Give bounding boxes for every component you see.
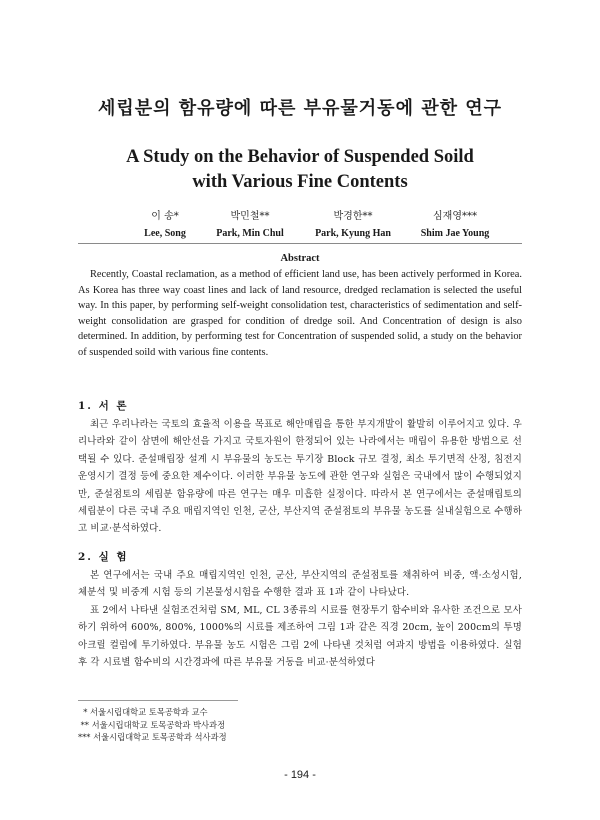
- author-ko-name: 이 송*: [151, 211, 179, 222]
- header-divider: [78, 243, 522, 244]
- author-ko-name: 박민철**: [230, 211, 270, 222]
- footnote-2: ** 서울시립대학교 토목공학과 박사과정: [78, 719, 226, 730]
- korean-title: 세립분의 함유량에 따른 부유물거동에 관한 연구: [97, 98, 503, 119]
- footnotes: [78, 706, 378, 744]
- page-number: - 194 -: [284, 769, 316, 781]
- abstract-text: Recently, Coastal reclamation, as a method of efficient land use, has been actively performed in Korea. As Korea has three way coast lines and lack of land resource, dredged reclamation is selected the useful way. In this paper, by performing self-weight consolidation test, characteristics of sedimentation and self-weight consolidation are grasped for condition of dredge soil. And Concentration of design is also determined. In addition, by performing test for Concentration of suspended solid, a study on the behavior of suspended soild with various fine contents.: [78, 269, 522, 358]
- introduction-text: 최근 우리나라는 국토의 효율적 이용을 목표로 해안매립을 통한 부지개발이 활발히 이루어지고 있다. 우리나라와 같이 삼면에 해안선을 가지고 국토자원이 한정되어 있는 나라에서는 매립이 유용한 방법으로 선택될 수 있다. 준설매립장 설계 시 부유물의 농도는 투기장 Block 규모 결정, 최소 투기면적 산정, 침전지 운영시기 결정 등에 중요한 제수이다. 이러한 부유물 농도에 관한 연구와 실험은 국내에서 많이 수행되었지만, 준설점토의 세립분 함유량에 따른 연구는 매우 미흡한 실정이다. 따라서 본 연구에서는 준설매립토의 세립분이 다른 국내 주요 매립지역인 인천, 군산, 부산지역 준설점토의 부유물 농도를 실내실험으로 수행하고 비교·분석하였다.: [78, 419, 522, 535]
- english-title-line-1: A Study on the Behavior of Suspended Soild: [126, 147, 474, 167]
- author-4: [385, 208, 525, 242]
- author-en-name: Park, Kyung Han: [315, 228, 391, 239]
- footnote-1: * 서울시립대학교 토목공학과 교수: [78, 707, 208, 717]
- english-title-line-2: with Various Fine Contents: [192, 172, 408, 192]
- author-en-name: Park, Min Chul: [216, 228, 284, 239]
- footnote-3: *** 서울시립대학교 토목공학과 석사과정: [78, 732, 227, 742]
- author-ko-name: 박경한**: [333, 211, 373, 222]
- footnote-divider: [78, 700, 238, 701]
- experiment-paragraph-1: 본 연구에서는 국내 주요 매립지역인 인천, 군산, 부산지역의 준설점토를 채취하여 비중, 액·소성시험, 체분석 및 비중계 시험 등의 기본물성시험을 수행한 결과 표 1과 같이 나타났다.: [78, 570, 522, 599]
- english-title: [0, 145, 600, 195]
- author-ko-name: 심재영***: [433, 211, 477, 222]
- abstract-heading: Abstract: [280, 253, 320, 264]
- section-heading-introduction: 1. 서 론: [78, 400, 129, 412]
- author-en-name: Lee, Song: [144, 228, 186, 239]
- author-en-name: Shim Jae Young: [420, 228, 490, 239]
- section-heading-experiment: 2. 실 험: [78, 551, 129, 563]
- experiment-paragraph-2: 표 2에서 나타낸 실험조건처럼 SM, ML, CL 3종류의 시료를 현장투기 함수비와 유사한 조건으로 모사하기 위하여 600%, 800%, 1000%의 시료를 제조하여 그림 1과 같은 직경 20cm, 높이 200cm의 투명아크릴 컬럼에 투기하였다. 부유물 농도 시험은 그림 2에 나타낸 것처럼 여과지 방법을 이용하였다. 실험 후 각 시료별 함수비의 시간경과에 따른 부유물 거동을 비교·분석하였다: [78, 605, 522, 669]
